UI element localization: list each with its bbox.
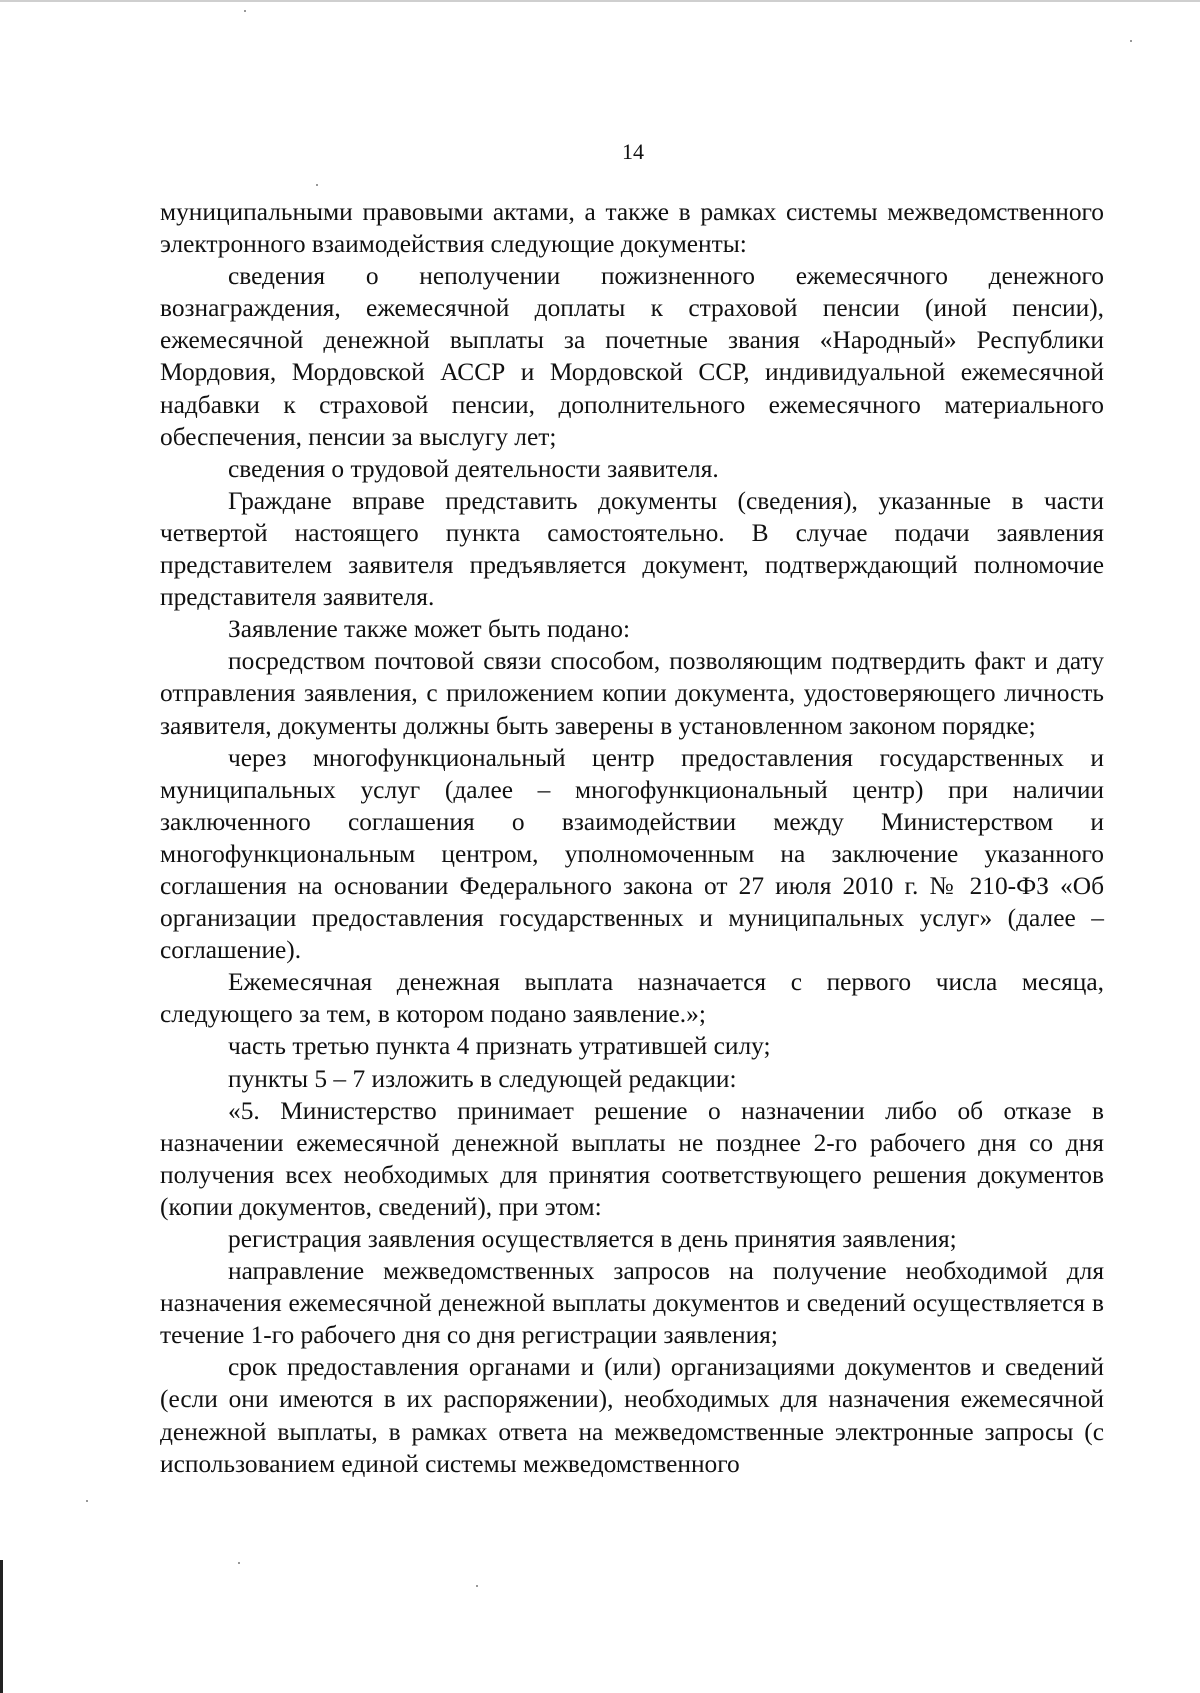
paragraph: срок предоставления органами и (или) организациями документов и сведений (если они имеются в их распоряжении), необходимых для назначения ежемесячной денежной выплаты, в рамках ответа на межведомственные электронные запросы (с использованием единой системы межведомственного: [160, 1353, 1104, 1478]
paragraph: муниципальными правовыми актами, а также в рамках системы межведомственного электронного взаимодействия следующие документы:: [160, 198, 1104, 259]
paragraph: Ежемесячная денежная выплата назначается с первого числа месяца, следующего за тем, в котором подано заявление.»;: [160, 968, 1104, 1029]
scan-speck: [316, 184, 318, 186]
paragraph: сведения о неполучении пожизненного ежемесячного денежного вознаграждения, ежемесячной доплаты к страховой пенсии (иной пенсии), ежемесячной денежной выплаты за почетные звания «Народный» Республики Мордовия, Мордовской АССР и Мордовской ССР, индивидуальной ежемесячной надбавки к страховой пенсии, дополнительного ежемесячного материального обеспечения, пенсии за выслугу лет;: [160, 262, 1104, 451]
paragraph: регистрация заявления осуществляется в день принятия заявления;: [228, 1225, 957, 1253]
scan-speck: [476, 1585, 478, 1587]
scan-speck: [1130, 40, 1132, 42]
scan-left-edge: [0, 1560, 3, 1693]
paragraph: «5. Министерство принимает решение о назначении либо об отказе в назначении ежемесячной денежной выплаты не позднее 2-го рабочего дня со дня получения всех необходимых для принятия соответствующего решения документов (копии документов, сведений), при этом:: [160, 1096, 1104, 1221]
scan-speck: [238, 1562, 240, 1564]
paragraph: направление межведомственных запросов на получение необходимой для назначения ежемесячной денежной выплаты документов и сведений осуществляется в течение 1-го рабочего дня со дня регистрации заявления;: [160, 1257, 1104, 1350]
paragraph: Граждане вправе представить документы (сведения), указанные в части четвертой настоящего пункта самостоятельно. В случае подачи заявления представителем заявителя предъявляется документ, подтверждающий полномочие представителя заявителя.: [160, 486, 1104, 612]
scan-top-edge: [0, 0, 1200, 2]
paragraph: сведения о трудовой деятельности заявителя.: [228, 454, 719, 483]
paragraph: Заявление также может быть подано:: [228, 615, 631, 644]
document-body: [160, 196, 1104, 1480]
scan-speck: [244, 10, 246, 12]
scan-speck: [86, 1500, 88, 1502]
page-number: 14: [622, 139, 644, 164]
paragraph: посредством почтовой связи способом, позволяющим подтвердить факт и дату отправления заявления, с приложением копии документа, удостоверяющего личность заявителя, документы должны быть заверены в установленном законом порядке;: [160, 647, 1104, 740]
paragraph: через многофункциональный центр предоставления государственных и муниципальных услуг (далее – многофункциональный центр) при наличии заключенного соглашения о взаимодействии между Министерством и многофункциональным центром, уполномоченным на заключение указанного соглашения на основании Федерального закона от 27 июля 2010 г. № 210-ФЗ «Об организации предоставления государственных и муниципальных услуг» (далее – соглашение).: [160, 743, 1104, 965]
paragraph: пункты 5 – 7 изложить в следующей редакции:: [228, 1064, 737, 1093]
paragraph: часть третью пункта 4 признать утратившей силу;: [228, 1032, 771, 1061]
